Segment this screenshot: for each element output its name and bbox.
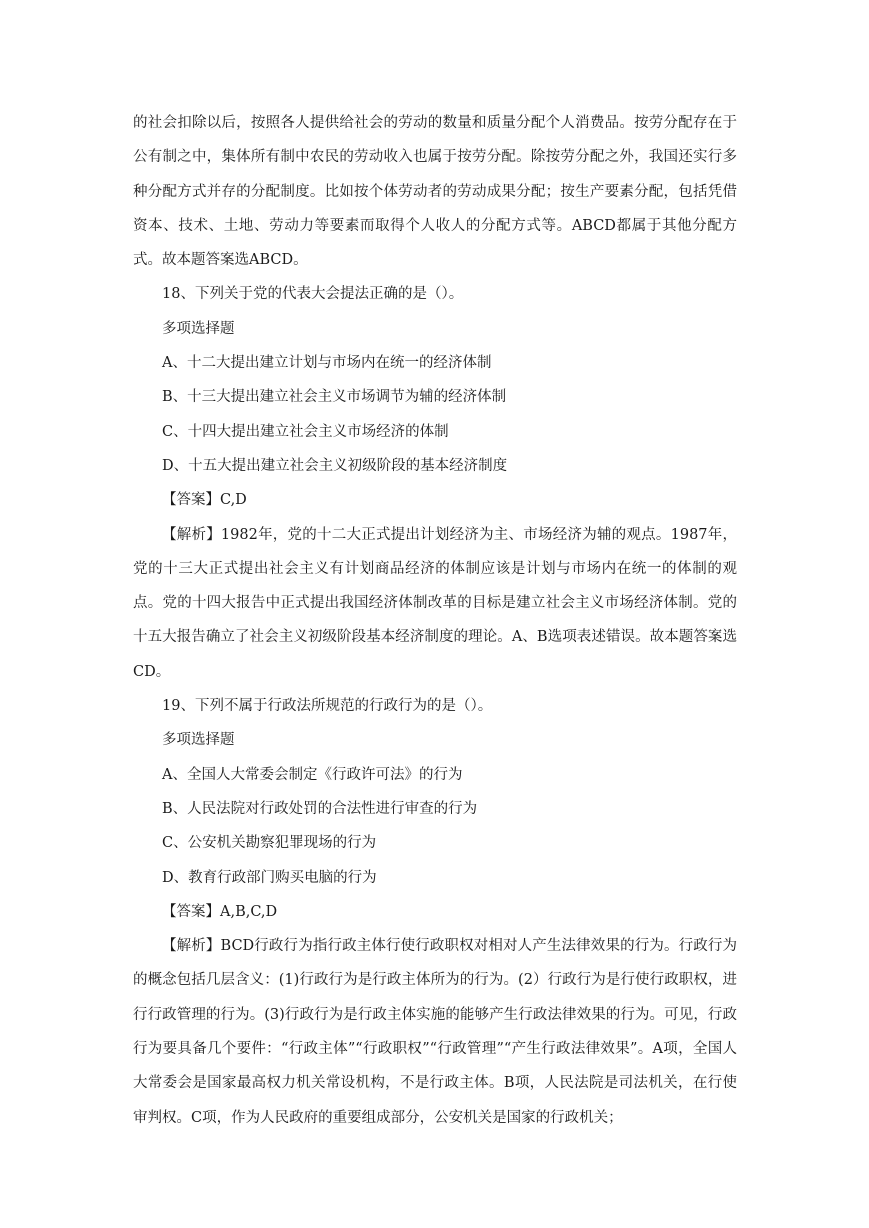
question-19-answer: 【答案】A,B,C,D [162,903,278,920]
question-18-option-b: B、十三大提出建立社会主义市场调节为辅的经济体制 [162,389,507,406]
question-19-analysis: 【解析】BCD行政行为指行政主体行使行政职权对相对人产生法律效果的行为。行政行为的概念包括几层含义：(1)行政行为是行政主体所为的行为。(2）行政行为是行使行政职权，进行行政管理的行为。(3)行政行为是行政主体实施的能够产生行政法律效果的行为。可见，行政行为要具备几个要件：“行政主体”“行政职权”“行政管理”“产生行政法律效果”。A项，全国人大常委会是国家最高权力机关常设机构，不是行政主体。B项，人民法院是司法机关，在行使审判权。C项，作为人民政府的重要组成部分，公安机关是国家的行政机关； [133,938,737,1126]
question-19-option-c: C、公安机关勘察犯罪现场的行为 [162,835,377,852]
question-18-analysis: 【解析】1982年，党的十二大正式提出计划经济为主、市场经济为辅的观点。1987年，党的十三大正式提出社会主义有计划商品经济的体制应该是计划与市场内在统一的体制的观点。党的十四大报告中正式提出我国经济体制改革的目标是建立社会主义市场经济体制。党的十五大报告确立了社会主义初级阶段基本经济制度的理论。A、B选项表述错误。故本题答案选CD。 [133,526,737,680]
question-19-option-b: B、人民法院对行政处罚的合法性进行审查的行为 [162,800,478,817]
question-18-answer: 【答案】C,D [162,492,247,509]
question-19-type: 多项选择题 [162,732,235,749]
question-18-option-a: A、十二大提出建立计划与市场内在统一的经济体制 [162,355,492,372]
question-18-option-d: D、十五大提出建立社会主义初级阶段的基本经济制度 [162,457,508,474]
question-18-option-c: C、十四大提出建立社会主义市场经济的体制 [162,423,449,440]
question-18-type: 多项选择题 [162,320,235,337]
paragraph-continuation: 的社会扣除以后，按照各人提供给社会的劳动的数量和质量分配个人消费品。按劳分配存在于公有制之中，集体所有制中农民的劳动收入也属于按劳分配。除按劳分配之外，我国还实行多种分配方式并存的分配制度。比如按个体劳动者的劳动成果分配；按生产要素分配，包括凭借资本、技术、土地、劳动力等要素而取得个人收人的分配方式等。ABCD都属于其他分配方式。故本题答案选ABCD。 [133,115,737,269]
document-body [133,106,737,1135]
question-19-title: 19、下列不属于行政法所规范的行政行为的是（）。 [162,698,493,715]
question-19-option-a: A、全国人大常委会制定《行政许可法》的行为 [162,766,463,783]
question-19-option-d: D、教育行政部门购买电脑的行为 [162,869,377,886]
question-18-title: 18、下列关于党的代表大会提法正确的是（）。 [162,286,464,303]
